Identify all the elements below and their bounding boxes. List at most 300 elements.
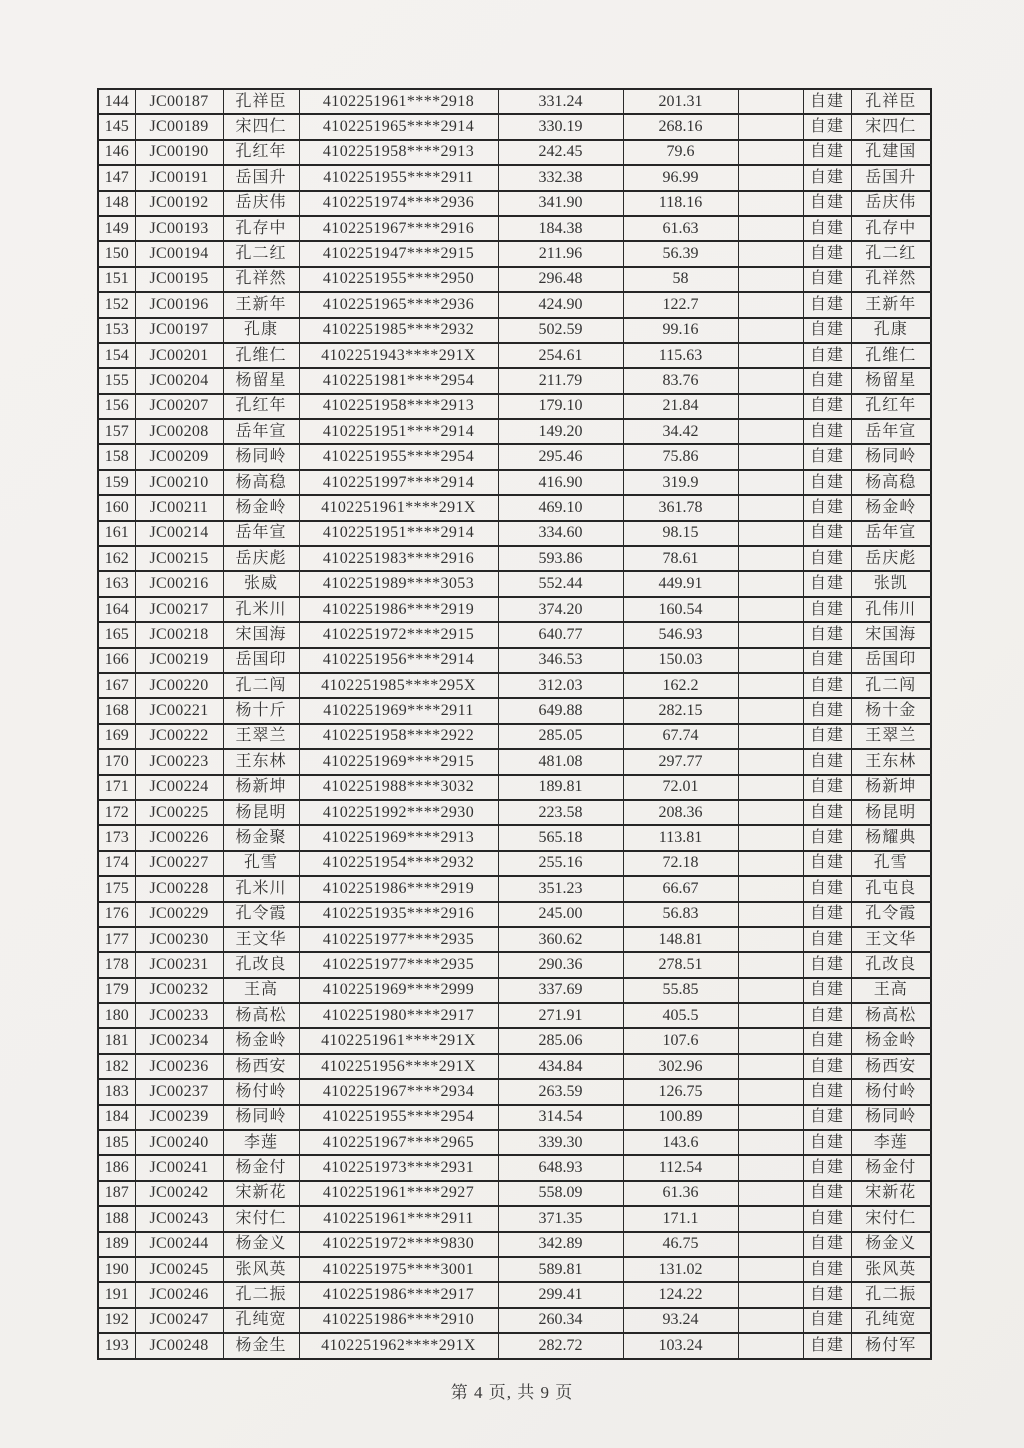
id-number-cell: 4102251958****2913 (299, 394, 498, 419)
row-number-cell: 165 (98, 622, 135, 647)
blank-cell (738, 1105, 803, 1130)
build-type-cell: 自建 (803, 597, 851, 622)
name2-cell: 张凯 (851, 571, 931, 596)
build-type-cell: 自建 (803, 1105, 851, 1130)
name2-cell: 宋付仁 (851, 1206, 931, 1231)
name-cell: 张威 (223, 571, 299, 596)
name2-cell: 孔屯良 (851, 876, 931, 901)
blank-cell (738, 724, 803, 749)
table-row (98, 394, 931, 419)
id-number-cell: 4102251961****2927 (299, 1181, 498, 1206)
name2-cell: 孔令霞 (851, 902, 931, 927)
name2-cell: 孔康 (851, 318, 931, 343)
id-number-cell: 4102251997****2914 (299, 470, 498, 495)
amount1-cell: 255.16 (498, 851, 623, 876)
amount2-cell: 171.1 (623, 1206, 738, 1231)
id-number-cell: 4102251961****291X (299, 1028, 498, 1053)
amount1-cell: 649.88 (498, 698, 623, 723)
id-number-cell: 4102251958****2913 (299, 140, 498, 165)
name-cell: 王新年 (223, 292, 299, 317)
table-row (98, 597, 931, 622)
amount1-cell: 337.69 (498, 978, 623, 1003)
blank-cell (738, 698, 803, 723)
code-cell: JC00189 (135, 114, 223, 139)
build-type-cell: 自建 (803, 1333, 851, 1358)
amount1-cell: 469.10 (498, 495, 623, 520)
name-cell: 杨昆明 (223, 800, 299, 825)
row-number-cell: 172 (98, 800, 135, 825)
row-number-cell: 174 (98, 851, 135, 876)
amount2-cell: 103.24 (623, 1333, 738, 1358)
code-cell: JC00196 (135, 292, 223, 317)
code-cell: JC00194 (135, 241, 223, 266)
amount2-cell: 99.16 (623, 318, 738, 343)
name2-cell: 宋新花 (851, 1181, 931, 1206)
table-row (98, 851, 931, 876)
row-number-cell: 148 (98, 191, 135, 216)
amount2-cell: 131.02 (623, 1257, 738, 1282)
code-cell: JC00222 (135, 724, 223, 749)
build-type-cell: 自建 (803, 902, 851, 927)
row-number-cell: 171 (98, 775, 135, 800)
amount1-cell: 502.59 (498, 318, 623, 343)
build-type-cell: 自建 (803, 952, 851, 977)
blank-cell (738, 1155, 803, 1180)
amount1-cell: 332.38 (498, 165, 623, 190)
table-row (98, 343, 931, 368)
code-cell: JC00239 (135, 1105, 223, 1130)
amount2-cell: 34.42 (623, 419, 738, 444)
blank-cell (738, 318, 803, 343)
code-cell: JC00187 (135, 89, 223, 114)
amount2-cell: 78.61 (623, 546, 738, 571)
amount2-cell: 319.9 (623, 470, 738, 495)
name2-cell: 王东林 (851, 749, 931, 774)
blank-cell (738, 495, 803, 520)
id-number-cell: 4102251985****295X (299, 673, 498, 698)
name2-cell: 孔维仁 (851, 343, 931, 368)
blank-cell (738, 1257, 803, 1282)
name2-cell: 孔建国 (851, 140, 931, 165)
amount1-cell: 648.93 (498, 1155, 623, 1180)
build-type-cell: 自建 (803, 622, 851, 647)
name2-cell: 杨高松 (851, 1003, 931, 1028)
id-number-cell: 4102251986****2919 (299, 876, 498, 901)
build-type-cell: 自建 (803, 927, 851, 952)
amount1-cell: 242.45 (498, 140, 623, 165)
row-number-cell: 163 (98, 571, 135, 596)
id-number-cell: 4102251969****2999 (299, 978, 498, 1003)
row-number-cell: 159 (98, 470, 135, 495)
code-cell: JC00226 (135, 825, 223, 850)
blank-cell (738, 1181, 803, 1206)
table-row (98, 927, 931, 952)
name2-cell: 杨新坤 (851, 775, 931, 800)
amount1-cell: 314.54 (498, 1105, 623, 1130)
code-cell: JC00231 (135, 952, 223, 977)
amount1-cell: 374.20 (498, 597, 623, 622)
code-cell: JC00230 (135, 927, 223, 952)
build-type-cell: 自建 (803, 1181, 851, 1206)
amount1-cell: 434.84 (498, 1054, 623, 1079)
row-number-cell: 145 (98, 114, 135, 139)
id-number-cell: 4102251965****2936 (299, 292, 498, 317)
table-row (98, 1232, 931, 1257)
amount2-cell: 93.24 (623, 1308, 738, 1333)
id-number-cell: 4102251965****2914 (299, 114, 498, 139)
build-type-cell: 自建 (803, 698, 851, 723)
blank-cell (738, 1308, 803, 1333)
id-number-cell: 4102251935****2916 (299, 902, 498, 927)
amount1-cell: 184.38 (498, 216, 623, 241)
amount2-cell: 55.85 (623, 978, 738, 1003)
id-number-cell: 4102251986****2919 (299, 597, 498, 622)
row-number-cell: 151 (98, 267, 135, 292)
name-cell: 李莲 (223, 1130, 299, 1155)
code-cell: JC00225 (135, 800, 223, 825)
page-number-footer: 第 4 页, 共 9 页 (450, 1383, 574, 1402)
name-cell: 孔祥然 (223, 267, 299, 292)
code-cell: JC00219 (135, 648, 223, 673)
build-type-cell: 自建 (803, 749, 851, 774)
row-number-cell: 189 (98, 1232, 135, 1257)
name2-cell: 杨同岭 (851, 444, 931, 469)
name2-cell: 杨西安 (851, 1054, 931, 1079)
name2-cell: 孔二闯 (851, 673, 931, 698)
id-number-cell: 4102251973****2931 (299, 1155, 498, 1180)
name2-cell: 杨留星 (851, 368, 931, 393)
code-cell: JC00229 (135, 902, 223, 927)
code-cell: JC00210 (135, 470, 223, 495)
row-number-cell: 193 (98, 1333, 135, 1358)
amount2-cell: 162.2 (623, 673, 738, 698)
build-type-cell: 自建 (803, 800, 851, 825)
name-cell: 王高 (223, 978, 299, 1003)
name-cell: 杨十斤 (223, 698, 299, 723)
table-row (98, 1206, 931, 1231)
id-number-cell: 4102251947****2915 (299, 241, 498, 266)
code-cell: JC00191 (135, 165, 223, 190)
blank-cell (738, 597, 803, 622)
name-cell: 杨金生 (223, 1333, 299, 1358)
table-row (98, 1308, 931, 1333)
table-row (98, 1155, 931, 1180)
code-cell: JC00221 (135, 698, 223, 723)
blank-cell (738, 571, 803, 596)
row-number-cell: 150 (98, 241, 135, 266)
table-row (98, 1130, 931, 1155)
name2-cell: 王新年 (851, 292, 931, 317)
amount1-cell: 424.90 (498, 292, 623, 317)
blank-cell (738, 89, 803, 114)
row-number-cell: 185 (98, 1130, 135, 1155)
row-number-cell: 182 (98, 1054, 135, 1079)
build-type-cell: 自建 (803, 495, 851, 520)
blank-cell (738, 1130, 803, 1155)
code-cell: JC00244 (135, 1232, 223, 1257)
amount2-cell: 278.51 (623, 952, 738, 977)
name-cell: 王翠兰 (223, 724, 299, 749)
blank-cell (738, 749, 803, 774)
code-cell: JC00241 (135, 1155, 223, 1180)
amount2-cell: 268.16 (623, 114, 738, 139)
name2-cell: 孔纯宽 (851, 1308, 931, 1333)
row-number-cell: 160 (98, 495, 135, 520)
build-type-cell: 自建 (803, 318, 851, 343)
id-number-cell: 4102251980****2917 (299, 1003, 498, 1028)
code-cell: JC00243 (135, 1206, 223, 1231)
name2-cell: 孔二振 (851, 1282, 931, 1307)
table-row (98, 470, 931, 495)
build-type-cell: 自建 (803, 1028, 851, 1053)
name2-cell: 杨金岭 (851, 495, 931, 520)
amount2-cell: 58 (623, 267, 738, 292)
name-cell: 宋新花 (223, 1181, 299, 1206)
row-number-cell: 169 (98, 724, 135, 749)
code-cell: JC00245 (135, 1257, 223, 1282)
row-number-cell: 156 (98, 394, 135, 419)
row-number-cell: 147 (98, 165, 135, 190)
row-number-cell: 167 (98, 673, 135, 698)
blank-cell (738, 876, 803, 901)
amount2-cell: 96.99 (623, 165, 738, 190)
row-number-cell: 178 (98, 952, 135, 977)
amount1-cell: 330.19 (498, 114, 623, 139)
name-cell: 杨高松 (223, 1003, 299, 1028)
name2-cell: 王文华 (851, 927, 931, 952)
build-type-cell: 自建 (803, 876, 851, 901)
build-type-cell: 自建 (803, 444, 851, 469)
name2-cell: 孔二红 (851, 241, 931, 266)
amount2-cell: 546.93 (623, 622, 738, 647)
amount1-cell: 360.62 (498, 927, 623, 952)
name-cell: 孔红年 (223, 394, 299, 419)
code-cell: JC00204 (135, 368, 223, 393)
amount1-cell: 179.10 (498, 394, 623, 419)
code-cell: JC00233 (135, 1003, 223, 1028)
amount2-cell: 115.63 (623, 343, 738, 368)
id-number-cell: 4102251986****2917 (299, 1282, 498, 1307)
row-number-cell: 176 (98, 902, 135, 927)
id-number-cell: 4102251967****2934 (299, 1079, 498, 1104)
id-number-cell: 4102251961****2911 (299, 1206, 498, 1231)
amount2-cell: 201.31 (623, 89, 738, 114)
amount1-cell: 593.86 (498, 546, 623, 571)
amount2-cell: 143.6 (623, 1130, 738, 1155)
row-number-cell: 144 (98, 89, 135, 114)
code-cell: JC00246 (135, 1282, 223, 1307)
blank-cell (738, 902, 803, 927)
amount2-cell: 61.63 (623, 216, 738, 241)
name2-cell: 岳年宣 (851, 419, 931, 444)
build-type-cell: 自建 (803, 419, 851, 444)
name2-cell: 孔改良 (851, 952, 931, 977)
table-row (98, 546, 931, 571)
build-type-cell: 自建 (803, 648, 851, 673)
build-type-cell: 自建 (803, 114, 851, 139)
amount2-cell: 56.83 (623, 902, 738, 927)
id-number-cell: 4102251986****2910 (299, 1308, 498, 1333)
amount1-cell: 299.41 (498, 1282, 623, 1307)
table-row (98, 89, 931, 114)
name-cell: 孔改良 (223, 952, 299, 977)
code-cell: JC00228 (135, 876, 223, 901)
code-cell: JC00207 (135, 394, 223, 419)
name2-cell: 王高 (851, 978, 931, 1003)
row-number-cell: 191 (98, 1282, 135, 1307)
amount1-cell: 149.20 (498, 419, 623, 444)
table-row (98, 241, 931, 266)
blank-cell (738, 648, 803, 673)
id-number-cell: 4102251956****2914 (299, 648, 498, 673)
code-cell: JC00232 (135, 978, 223, 1003)
amount2-cell: 66.67 (623, 876, 738, 901)
blank-cell (738, 292, 803, 317)
table-row (98, 800, 931, 825)
row-number-cell: 190 (98, 1257, 135, 1282)
amount2-cell: 100.89 (623, 1105, 738, 1130)
name-cell: 王文华 (223, 927, 299, 952)
amount1-cell: 552.44 (498, 571, 623, 596)
table-row (98, 165, 931, 190)
blank-cell (738, 800, 803, 825)
id-number-cell: 4102251992****2930 (299, 800, 498, 825)
amount2-cell: 297.77 (623, 749, 738, 774)
code-cell: JC00227 (135, 851, 223, 876)
table-row (98, 1333, 931, 1358)
id-number-cell: 4102251967****2916 (299, 216, 498, 241)
subsidy-roster-table (97, 88, 932, 1360)
build-type-cell: 自建 (803, 724, 851, 749)
amount2-cell: 83.76 (623, 368, 738, 393)
id-number-cell: 4102251969****2913 (299, 825, 498, 850)
table-row (98, 267, 931, 292)
amount1-cell: 339.30 (498, 1130, 623, 1155)
name2-cell: 张风英 (851, 1257, 931, 1282)
id-number-cell: 4102251943****291X (299, 343, 498, 368)
amount1-cell: 282.72 (498, 1333, 623, 1358)
build-type-cell: 自建 (803, 775, 851, 800)
amount2-cell: 56.39 (623, 241, 738, 266)
name-cell: 宋国海 (223, 622, 299, 647)
build-type-cell: 自建 (803, 1155, 851, 1180)
name-cell: 岳国印 (223, 648, 299, 673)
name-cell: 孔二振 (223, 1282, 299, 1307)
table-row (98, 571, 931, 596)
blank-cell (738, 622, 803, 647)
name-cell: 张风英 (223, 1257, 299, 1282)
table-row (98, 724, 931, 749)
table-row (98, 216, 931, 241)
row-number-cell: 188 (98, 1206, 135, 1231)
name-cell: 杨金聚 (223, 825, 299, 850)
build-type-cell: 自建 (803, 216, 851, 241)
amount1-cell: 351.23 (498, 876, 623, 901)
blank-cell (738, 394, 803, 419)
name2-cell: 杨耀典 (851, 825, 931, 850)
amount1-cell: 346.53 (498, 648, 623, 673)
table-row (98, 191, 931, 216)
row-number-cell: 183 (98, 1079, 135, 1104)
table-row (98, 1282, 931, 1307)
blank-cell (738, 419, 803, 444)
amount1-cell: 245.00 (498, 902, 623, 927)
code-cell: JC00192 (135, 191, 223, 216)
name2-cell: 宋国海 (851, 622, 931, 647)
table-row (98, 978, 931, 1003)
amount1-cell: 295.46 (498, 444, 623, 469)
name2-cell: 孔红年 (851, 394, 931, 419)
build-type-cell: 自建 (803, 978, 851, 1003)
row-number-cell: 179 (98, 978, 135, 1003)
name-cell: 杨同岭 (223, 1105, 299, 1130)
row-number-cell: 192 (98, 1308, 135, 1333)
id-number-cell: 4102251985****2932 (299, 318, 498, 343)
blank-cell (738, 470, 803, 495)
build-type-cell: 自建 (803, 292, 851, 317)
id-number-cell: 4102251983****2916 (299, 546, 498, 571)
code-cell: JC00190 (135, 140, 223, 165)
amount1-cell: 331.24 (498, 89, 623, 114)
amount2-cell: 113.81 (623, 825, 738, 850)
amount2-cell: 72.01 (623, 775, 738, 800)
build-type-cell: 自建 (803, 394, 851, 419)
amount2-cell: 61.36 (623, 1181, 738, 1206)
name-cell: 杨金岭 (223, 1028, 299, 1053)
blank-cell (738, 191, 803, 216)
amount2-cell: 282.15 (623, 698, 738, 723)
name-cell: 杨同岭 (223, 444, 299, 469)
amount2-cell: 302.96 (623, 1054, 738, 1079)
build-type-cell: 自建 (803, 241, 851, 266)
name2-cell: 岳国升 (851, 165, 931, 190)
table-row (98, 419, 931, 444)
id-number-cell: 4102251969****2911 (299, 698, 498, 723)
name2-cell: 宋四仁 (851, 114, 931, 139)
row-number-cell: 157 (98, 419, 135, 444)
code-cell: JC00237 (135, 1079, 223, 1104)
amount2-cell: 126.75 (623, 1079, 738, 1104)
build-type-cell: 自建 (803, 521, 851, 546)
name2-cell: 杨金付 (851, 1155, 931, 1180)
row-number-cell: 187 (98, 1181, 135, 1206)
row-number-cell: 181 (98, 1028, 135, 1053)
row-number-cell: 164 (98, 597, 135, 622)
blank-cell (738, 546, 803, 571)
amount1-cell: 341.90 (498, 191, 623, 216)
row-number-cell: 146 (98, 140, 135, 165)
name-cell: 孔存中 (223, 216, 299, 241)
build-type-cell: 自建 (803, 1282, 851, 1307)
name-cell: 岳庆伟 (223, 191, 299, 216)
build-type-cell: 自建 (803, 1054, 851, 1079)
name2-cell: 杨金义 (851, 1232, 931, 1257)
table-row (98, 1003, 931, 1028)
name-cell: 岳年宣 (223, 419, 299, 444)
code-cell: JC00217 (135, 597, 223, 622)
name2-cell: 孔祥臣 (851, 89, 931, 114)
name-cell: 孔红年 (223, 140, 299, 165)
code-cell: JC00195 (135, 267, 223, 292)
amount2-cell: 160.54 (623, 597, 738, 622)
table-row (98, 622, 931, 647)
name-cell: 杨金付 (223, 1155, 299, 1180)
code-cell: JC00247 (135, 1308, 223, 1333)
name-cell: 孔雪 (223, 851, 299, 876)
row-number-cell: 177 (98, 927, 135, 952)
amount2-cell: 449.91 (623, 571, 738, 596)
name-cell: 岳国升 (223, 165, 299, 190)
